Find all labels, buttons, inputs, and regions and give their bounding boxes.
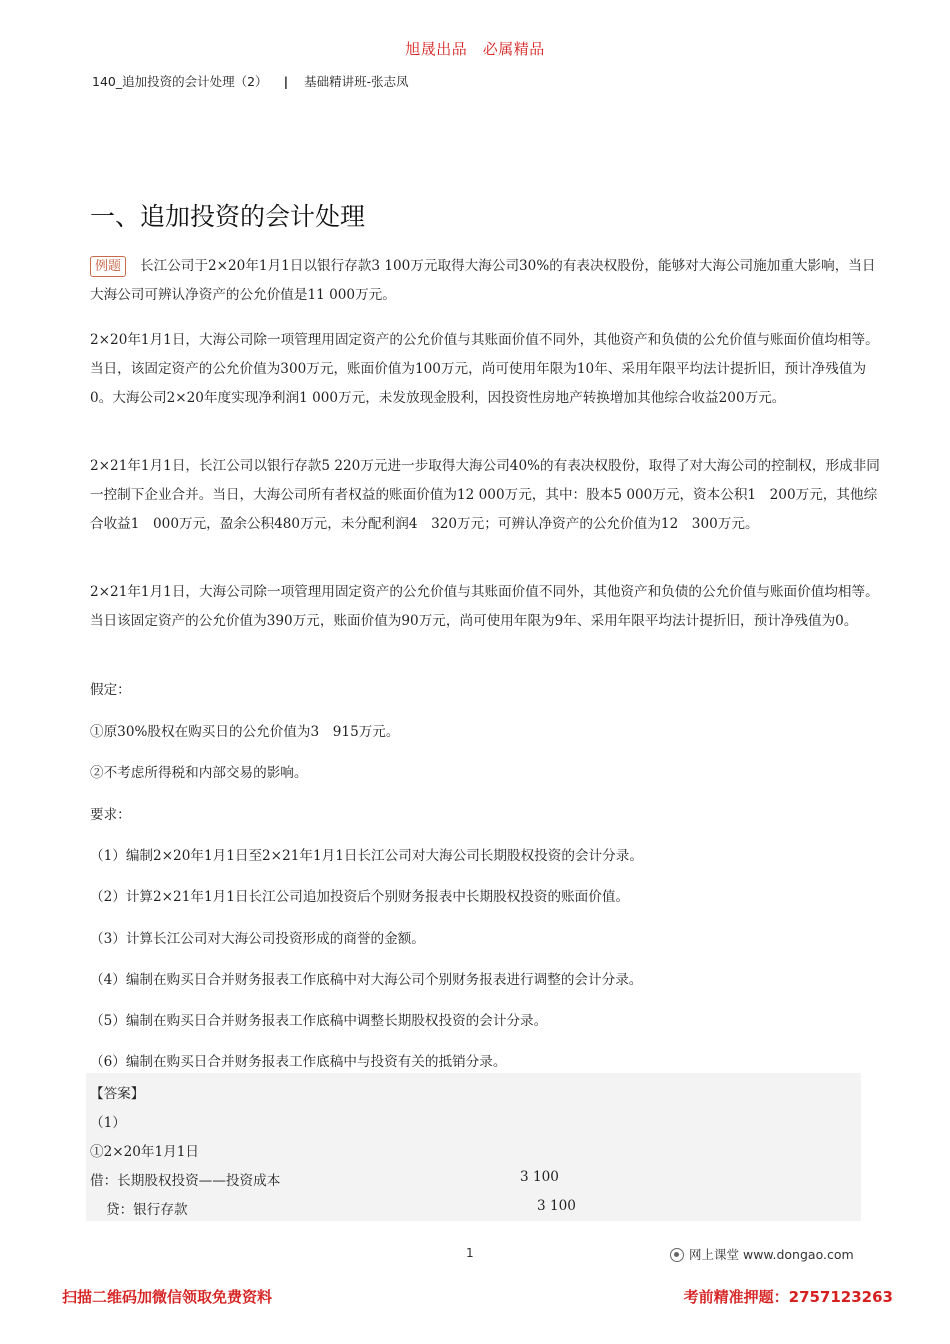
lesson-title: 140_追加投资的会计处理（2） — [92, 74, 268, 89]
requirement-6: （6）编制在购买日合并财务报表工作底稿中与投资有关的抵销分录。 — [90, 1054, 507, 1070]
top-banner: 旭晟出品 必属精品 — [405, 40, 545, 58]
requirement-heading: 要求： — [90, 807, 131, 823]
paragraph-2: 2×20年1月1日，大海公司除一项管理用固定资产的公允价值与其账面价值不同外，其他资产和负债的公允价值与账面价值均相等。当日，该固定资产的公允价值为300万元，账面价值为100万元，尚可使用年限为10年、采用年限平均法计提折旧，预计净残值为0。大海公司2×20年度实现净利润1 000万元，未发放现金股利，因投资性房地产转换增加其他综合收益200万元。 — [90, 332, 879, 406]
assumption-heading: 假定： — [90, 682, 131, 698]
footer-right: 考前精准押题：2757123263 — [683, 1288, 893, 1306]
paragraph-example — [90, 252, 880, 310]
requirement-1: （1）编制2×20年1月1日至2×21年1月1日长江公司对大海公司长期股权投资的会计分录。 — [90, 848, 643, 864]
header-separator: | — [283, 74, 289, 89]
requirement-2: （2）计算2×21年1月1日长江公司追加投资后个别财务报表中长期股权投资的账面价值。 — [90, 889, 630, 905]
journal-debit-label: 借：长期股权投资——投资成本 — [90, 1173, 281, 1189]
requirement-4: （4）编制在购买日合并财务报表工作底稿中对大海公司个别财务报表进行调整的会计分录。 — [90, 972, 643, 988]
answer-heading: 【答案】 — [90, 1086, 145, 1102]
page-number: 1 — [466, 1246, 474, 1260]
assumption-2: ②不考虑所得税和内部交易的影响。 — [90, 765, 308, 781]
assumption-1: ①原30%股权在购买日的公允价值为3 915万元。 — [90, 724, 400, 740]
example-tag: 例题 — [90, 256, 126, 277]
paragraph-3: 2×21年1月1日，长江公司以银行存款5 220万元进一步取得大海公司40%的有表决权股份，取得了对大海公司的控制权，形成非同一控制下企业合并。当日，大海公司所有者权益的账面价值为12 000万元，其中：股本5 000万元，资本公积1 200万元，其他综合收益1 000万元，盈余公积480万元，未分配利润4 320万元；可辨认净资产的公允价值为12 300万元。 — [90, 458, 880, 532]
brand — [670, 1245, 854, 1263]
journal-credit-amount: 3 100 — [537, 1198, 576, 1214]
section-title: 一、追加投资的会计处理 — [90, 202, 366, 231]
paragraph-4: 2×21年1月1日，大海公司除一项管理用固定资产的公允价值与其账面价值不同外，其他资产和负债的公允价值与账面价值均相等。当日该固定资产的公允价值为390万元，账面价值为90万元，尚可使用年限为9年、采用年限平均法计提折旧，预计净残值为0。 — [90, 584, 879, 629]
paragraph-text: 长江公司于2×20年1月1日以银行存款3 100万元取得大海公司30%的有表决权股份，能够对大海公司施加重大影响，当日大海公司可辨认净资产的公允价值是11 000万元。 — [90, 258, 876, 303]
requirement-5: （5）编制在购买日合并财务报表工作底稿中调整长期股权投资的会计分录。 — [90, 1013, 548, 1029]
brand-text: 网上课堂 www.dongao.com — [689, 1247, 854, 1262]
requirement-3: （3）计算长江公司对大海公司投资形成的商誉的金额。 — [90, 931, 425, 947]
page-header — [92, 72, 409, 90]
answer-box — [86, 1073, 861, 1221]
journal-debit-amount: 3 100 — [520, 1169, 559, 1185]
footer-left: 扫描二维码加微信领取免费资料 — [62, 1288, 273, 1306]
answer-part-1: （1） — [90, 1115, 126, 1131]
course-name: 基础精讲班-张志凤 — [304, 74, 409, 89]
answer-step-1: ①2×20年1月1日 — [90, 1144, 200, 1160]
brand-logo-icon — [670, 1248, 684, 1262]
journal-credit-label: 贷：银行存款 — [106, 1202, 188, 1218]
